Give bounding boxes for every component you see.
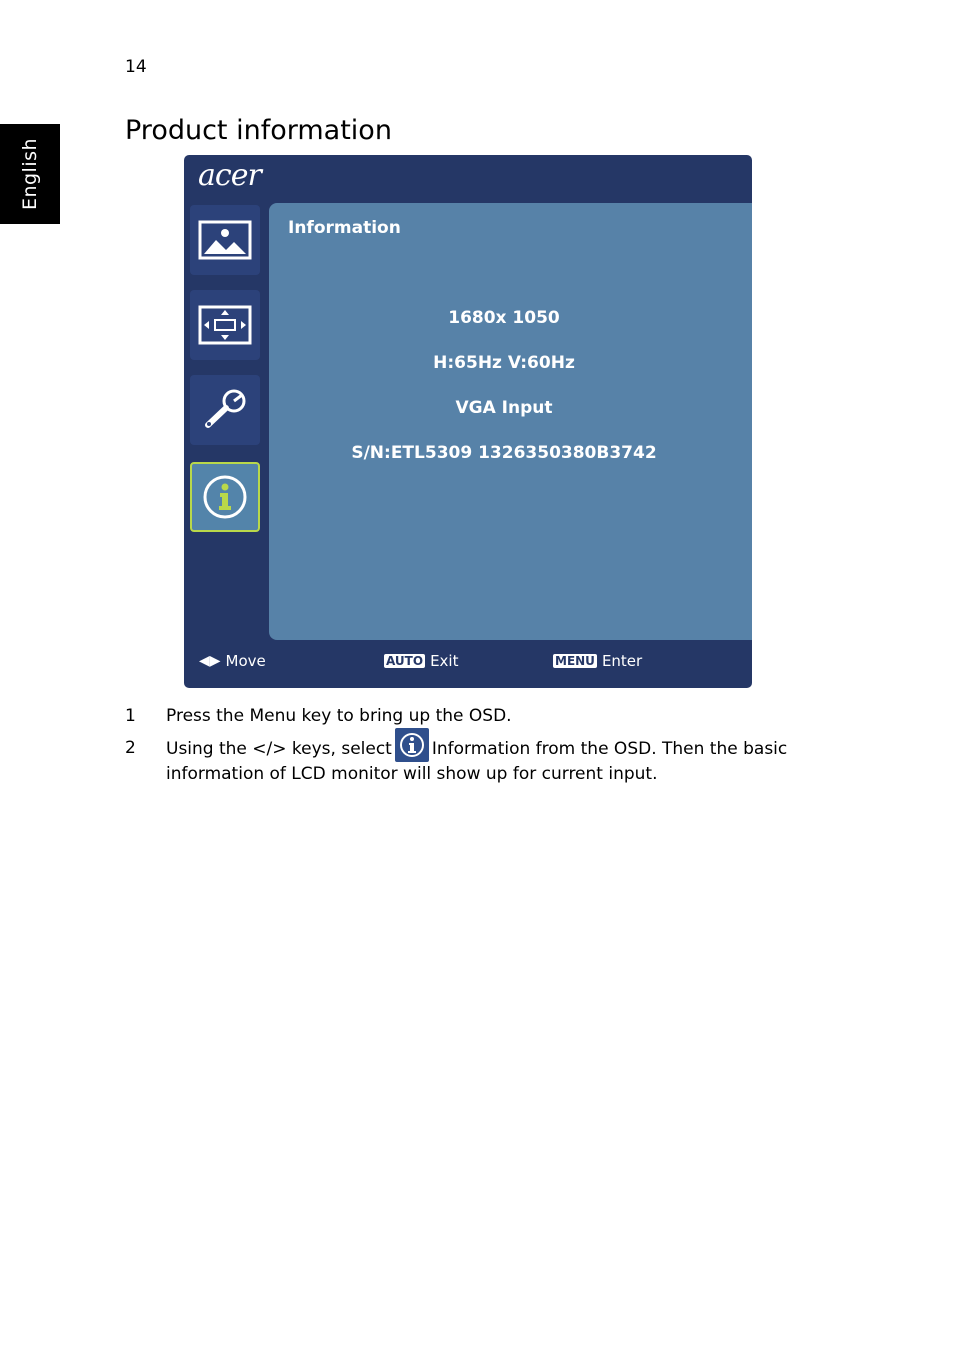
information-panel xyxy=(269,203,752,640)
step-number: 1 xyxy=(125,706,136,726)
position-icon xyxy=(198,305,252,345)
info-icon xyxy=(201,473,249,521)
input-source-text: VGA Input xyxy=(455,398,553,418)
auto-key-badge: AUTO xyxy=(386,654,424,668)
picture-icon xyxy=(198,220,252,260)
info-icon xyxy=(395,728,429,762)
exit-label: Exit xyxy=(430,652,459,670)
serial-number-text: S/N:ETL5309 1326350380B3742 xyxy=(351,443,657,463)
footer-enter xyxy=(553,651,642,671)
language-side-tab xyxy=(0,124,60,224)
menu-key-badge: MENU xyxy=(555,654,595,668)
step-number: 2 xyxy=(125,738,136,758)
panel-title: Information xyxy=(288,218,401,238)
settings-wrench-icon xyxy=(200,387,250,433)
osd-tab-information[interactable] xyxy=(190,462,260,532)
acer-logo: acer xyxy=(198,158,261,193)
osd-tab-picture[interactable] xyxy=(190,205,260,275)
left-right-arrows-icon: ◀▶ xyxy=(199,653,221,669)
footer-exit xyxy=(384,651,458,671)
language-label: English xyxy=(19,137,41,211)
step-text-before: Using the </> keys, select xyxy=(166,739,392,759)
move-label: Move xyxy=(225,652,266,670)
footer-move xyxy=(199,651,266,671)
osd-screenshot xyxy=(184,155,752,688)
osd-tab-position[interactable] xyxy=(190,290,260,360)
osd-tab-settings[interactable] xyxy=(190,375,260,445)
frequency-text: H:65Hz V:60Hz xyxy=(433,353,575,373)
step-text: Press the Menu key to bring up the OSD. xyxy=(166,706,512,726)
enter-label: Enter xyxy=(601,652,643,670)
section-title: Product information xyxy=(125,115,392,146)
step-text-after: Information from the OSD. Then the basic information of LCD monitor will show up for current input. xyxy=(166,739,788,784)
step-text xyxy=(166,736,816,786)
resolution-text: 1680x 1050 xyxy=(448,308,560,328)
page-number: 14 xyxy=(125,57,147,77)
